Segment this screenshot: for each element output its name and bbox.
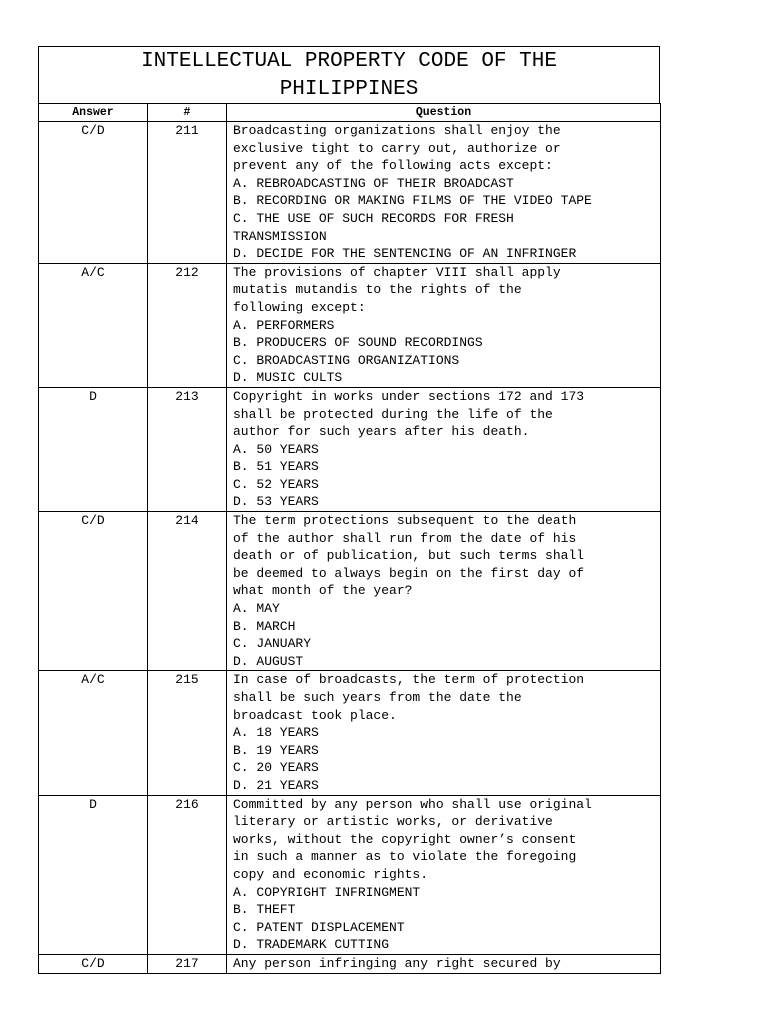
question-number-cell: 211 <box>148 122 227 264</box>
table-row <box>39 122 661 264</box>
table-row <box>39 795 661 954</box>
table-header-row <box>39 104 661 122</box>
question-number-cell: 217 <box>148 954 227 973</box>
question-line: literary or artistic works, or derivative <box>233 814 553 830</box>
question-line: C. 20 YEARS <box>233 760 319 776</box>
question-line: C. THE USE OF SUCH RECORDS FOR FRESH <box>233 210 514 226</box>
question-text-line: In case of broadcasts, the term of protection <box>233 672 585 688</box>
table-row <box>39 671 661 795</box>
answer-cell: C/D <box>39 122 148 264</box>
question-line: A. MAY <box>233 601 280 617</box>
question-line: of the author shall run from the date of his <box>233 530 577 546</box>
number-column-header: # <box>148 104 227 122</box>
question-line: be deemed to always begin on the first day of <box>233 565 585 581</box>
answer-column-header: Answer <box>39 104 148 122</box>
answer-cell: C/D <box>39 512 148 671</box>
question-cell <box>227 795 661 954</box>
question-line: C. 52 YEARS <box>233 476 319 492</box>
question-line: B. 51 YEARS <box>233 459 319 475</box>
question-line: D. MUSIC CULTS <box>233 370 343 386</box>
question-cell <box>227 954 661 973</box>
question-number-cell: 215 <box>148 671 227 795</box>
question-number-cell: 214 <box>148 512 227 671</box>
question-line: B. PRODUCERS OF SOUND RECORDINGS <box>233 335 483 351</box>
table-row <box>39 512 661 671</box>
answer-cell: C/D <box>39 954 148 973</box>
question-line: exclusive tight to carry out, authorize or <box>233 140 561 156</box>
question-line: shall be such years from the date the <box>233 690 522 705</box>
question-line: C. JANUARY <box>233 636 312 652</box>
question-line: A. REBROADCASTING OF THEIR BROADCAST <box>233 175 514 191</box>
table-row <box>39 954 661 973</box>
question-line: D. TRADEMARK CUTTING <box>233 937 390 953</box>
question-line: B. RECORDING OR MAKING FILMS OF THE VIDEO TAPE <box>233 193 592 209</box>
document-page <box>38 46 660 974</box>
question-line: D. 21 YEARS <box>233 777 319 793</box>
question-text-line: The term protections subsequent to the death <box>233 513 577 529</box>
question-text-line: Copyright in works under sections 172 and 173 <box>233 388 585 404</box>
table-body <box>39 122 661 974</box>
qa-table <box>38 103 661 974</box>
question-line: author for such years after his death. <box>233 424 530 440</box>
question-line: prevent any of the following acts except: <box>233 158 553 174</box>
answer-cell: D <box>39 795 148 954</box>
question-text-line: Any person infringing any right secured by <box>233 955 561 971</box>
table-row <box>39 263 661 387</box>
question-cell <box>227 387 661 511</box>
answer-cell: D <box>39 387 148 511</box>
question-line: A. PERFORMERS <box>233 317 335 333</box>
question-line: D. DECIDE FOR THE SENTENCING OF AN INFRINGER <box>233 246 577 262</box>
question-text-line: Broadcasting organizations shall enjoy the <box>233 123 561 138</box>
question-line: B. MARCH <box>233 618 296 634</box>
question-line: B. THEFT <box>233 902 296 918</box>
answer-cell: A/C <box>39 263 148 387</box>
question-line: copy and economic rights. <box>233 866 429 882</box>
question-line: TRANSMISSION <box>233 228 327 244</box>
question-column-header: Question <box>227 104 661 122</box>
question-cell <box>227 122 661 264</box>
question-line: D. AUGUST <box>233 653 304 669</box>
question-line: C. PATENT DISPLACEMENT <box>233 919 405 935</box>
question-cell <box>227 512 661 671</box>
question-line: following except: <box>233 299 366 315</box>
question-number-cell: 213 <box>148 387 227 511</box>
question-line: D. 53 YEARS <box>233 494 319 510</box>
question-line: B. 19 YEARS <box>233 742 319 758</box>
question-number-cell: 212 <box>148 263 227 387</box>
question-line: shall be protected during the life of the <box>233 406 553 422</box>
answer-cell: A/C <box>39 671 148 795</box>
question-line: what month of the year? <box>233 583 413 599</box>
table-row <box>39 387 661 511</box>
question-line: in such a manner as to violate the foregoing <box>233 849 577 865</box>
question-cell <box>227 671 661 795</box>
question-text-line: Committed by any person who shall use original <box>233 796 592 812</box>
document-title: INTELLECTUAL PROPERTY CODE OF THE PHILIPPINES <box>38 46 660 103</box>
question-line: C. BROADCASTING ORGANIZATIONS <box>233 352 460 368</box>
question-line: works, without the copyright owner’s consent <box>233 831 577 847</box>
question-number-cell: 216 <box>148 795 227 954</box>
question-line: broadcast took place. <box>233 707 397 723</box>
question-line: A. 50 YEARS <box>233 441 319 457</box>
question-text-line: The provisions of chapter VIII shall apply <box>233 264 561 280</box>
question-cell <box>227 263 661 387</box>
question-line: death or of publication, but such terms shall <box>233 548 585 564</box>
question-line: A. 18 YEARS <box>233 725 319 741</box>
question-line: mutatis mutandis to the rights of the <box>233 282 522 298</box>
question-line: A. COPYRIGHT INFRINGMENT <box>233 884 421 900</box>
